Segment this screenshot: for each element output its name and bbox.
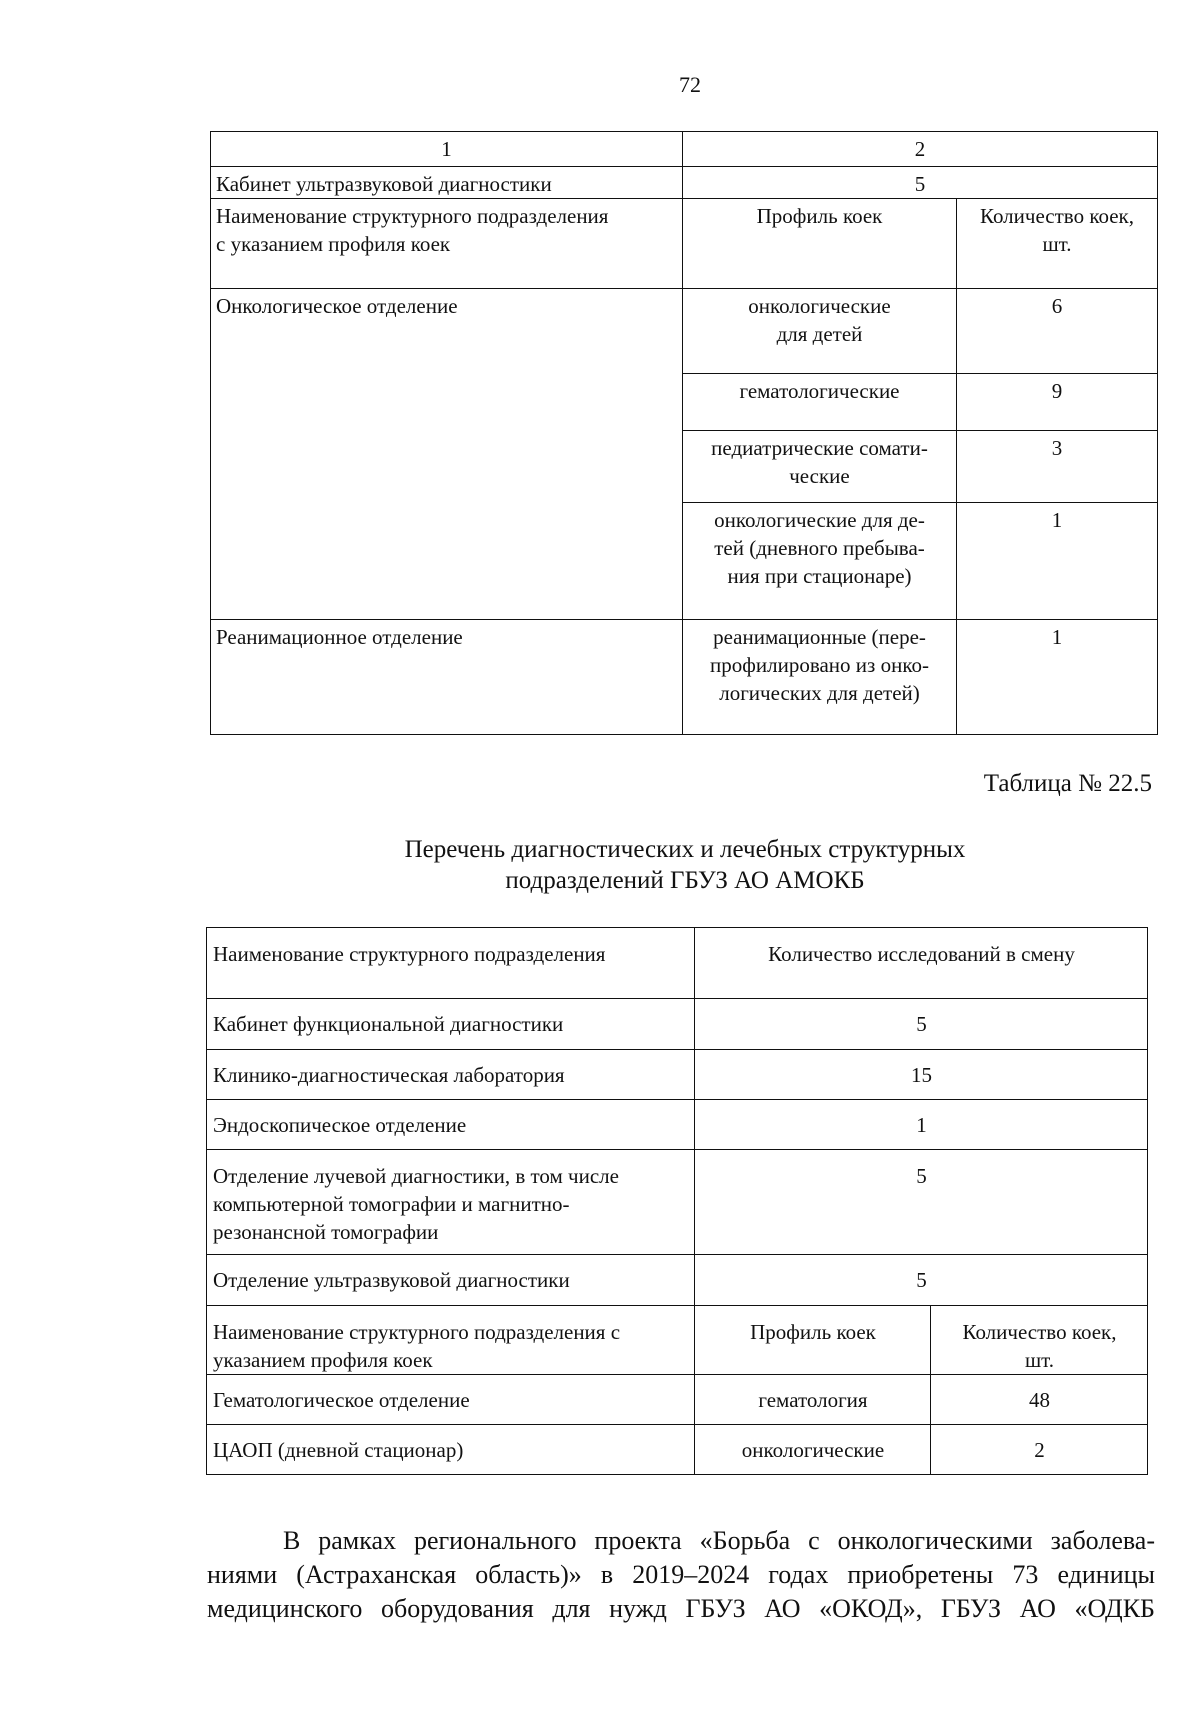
column-number-1: 1 (211, 132, 683, 167)
bed-count-cell: 2 (931, 1425, 1148, 1475)
header-bed-profile: Профиль коек (683, 199, 957, 289)
table-header-row (207, 1306, 1148, 1375)
table-row (207, 1425, 1148, 1475)
table-title: Перечень диагностических и лечебных структурных подразделений ГБУЗ АО АМОКБ (404, 836, 966, 894)
column-number-2: 2 (683, 132, 1158, 167)
bed-profile-cell: онкологические для де- тей (дневного пребыва- ния при стационаре) (683, 503, 957, 620)
header-unit-name: Наименование структурного подразделения с указанием профиля коек (211, 199, 683, 289)
table-row (207, 1255, 1148, 1306)
table-row (207, 1375, 1148, 1425)
unit-name-cell: Кабинет функциональной диагностики (207, 999, 695, 1050)
bed-profile-cell: онкологические для детей (683, 289, 957, 374)
table-row (207, 1050, 1148, 1100)
header-bed-profile: Профиль коек (695, 1306, 931, 1375)
unit-name-cell: Кабинет ультразвуковой диагностики (211, 167, 683, 199)
bed-profile-table-continued (210, 131, 1158, 735)
unit-name-cell: Отделение ультразвуковой диагностики (207, 1255, 695, 1306)
header-unit-name: Наименование структурного подразделения с указанием профиля коек (207, 1306, 695, 1375)
paragraph-line: медицинского оборудования для нужд ГБУЗ АО «ОКОД», ГБУЗ АО «ОДКБ (207, 1594, 1155, 1623)
unit-value-cell: 5 (695, 999, 1148, 1050)
bed-count-cell: 3 (957, 431, 1158, 503)
bed-count-cell: 48 (931, 1375, 1148, 1425)
page-number: 72 (679, 72, 701, 97)
reanimation-department-name: Реанимационное отделение (211, 620, 683, 735)
bed-profile-cell: онкологические (695, 1425, 931, 1475)
unit-value-cell: 5 (695, 1150, 1148, 1255)
header-studies-per-shift: Количество исследований в смену (695, 928, 1148, 999)
unit-value-cell: 5 (695, 1255, 1148, 1306)
unit-value-cell: 1 (695, 1100, 1148, 1150)
diagnostic-units-table (206, 927, 1148, 1475)
paragraph-line: В рамках регионального проекта «Борьба с онкологическими заболева- (283, 1526, 1155, 1555)
unit-name-cell: ЦАОП (дневной стационар) (207, 1425, 695, 1475)
bed-profile-cell: гематологические (683, 374, 957, 431)
bed-profile-cell: гематология (695, 1375, 931, 1425)
bed-profile-cell: реанимационные (пере- профилировано из онко- логических для детей) (683, 620, 957, 735)
table-row (207, 1100, 1148, 1150)
bed-count-cell: 1 (957, 620, 1158, 735)
unit-name-cell: Гематологическое отделение (207, 1375, 695, 1425)
table-row (211, 132, 1158, 167)
bed-profile-cell: педиатрические сомати- ческие (683, 431, 957, 503)
table-row (207, 999, 1148, 1050)
bed-count-cell: 1 (957, 503, 1158, 620)
paragraph-line: ниями (Астраханская область)» в 2019–2024 годах приобретены 73 единицы (207, 1560, 1155, 1589)
table-header-row (207, 928, 1148, 999)
unit-value-cell: 5 (683, 167, 1158, 199)
table-row (207, 1150, 1148, 1255)
unit-name-cell: Клинико-диагностическая лаборатория (207, 1050, 695, 1100)
bed-count-cell: 9 (957, 374, 1158, 431)
unit-name-cell: Отделение лучевой диагностики, в том числе компьютерной томографии и магнитно- резонансной томографии (207, 1150, 695, 1255)
table-caption: Таблица № 22.5 (983, 770, 1152, 797)
bed-count-cell: 6 (957, 289, 1158, 374)
unit-name-cell: Эндоскопическое отделение (207, 1100, 695, 1150)
header-bed-count: Количество коек, шт. (957, 199, 1158, 289)
table-row (211, 167, 1158, 199)
header-unit-name: Наименование структурного подразделения (207, 928, 695, 999)
header-bed-count: Количество коек, шт. (931, 1306, 1148, 1375)
table-row (211, 620, 1158, 735)
unit-value-cell: 15 (695, 1050, 1148, 1100)
body-paragraph (207, 1524, 1155, 1626)
table-header-row (211, 199, 1158, 289)
oncology-department-name: Онкологическое отделение (211, 289, 683, 620)
table-row (211, 289, 1158, 374)
